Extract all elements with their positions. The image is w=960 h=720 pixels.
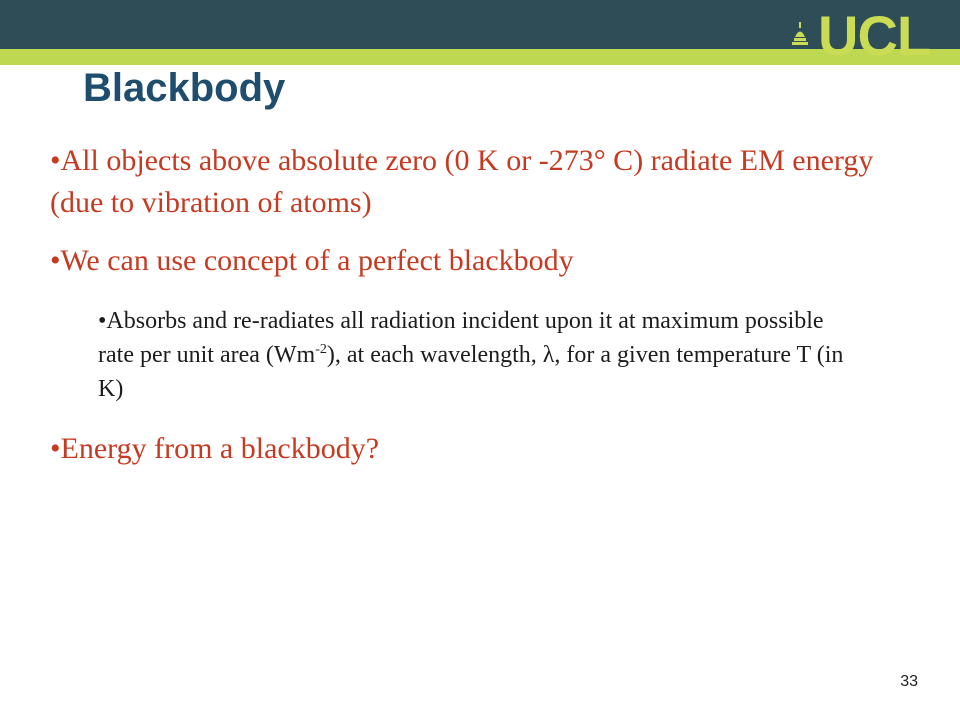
bullet-text: We can use concept of a perfect blackbody (60, 244, 574, 277)
bullet-list (50, 136, 910, 470)
bullet-item (50, 240, 910, 282)
slide-title: Blackbody (83, 66, 286, 110)
bullet-dot: • (50, 244, 61, 277)
superscript: -2 (315, 342, 327, 357)
page-number: 33 (900, 673, 918, 690)
bullet-item (50, 140, 910, 224)
bullet-dot: • (50, 144, 61, 177)
sub-bullet-text-part1: Absorbs and re-radiates all radiation incident upon it at maximum possible rate per unit area (Wm (98, 308, 824, 368)
bullet-text: All objects above absolute zero (0 K or -273° C) radiate EM energy (due to vibration of atoms) (50, 144, 874, 219)
bullet-dot: • (50, 432, 61, 465)
dome-icon (788, 18, 812, 58)
bullet-text: Energy from a blackbody? (60, 432, 380, 465)
sub-bullet-item (98, 304, 858, 406)
bullet-item (50, 428, 910, 470)
ucl-logo (788, 6, 930, 66)
bullet-dot: • (98, 308, 107, 334)
logo-text: UCL (818, 4, 931, 67)
sub-bullet-text-part2: ), at each wavelength, λ, for a given temperature T (in K) (98, 342, 844, 402)
